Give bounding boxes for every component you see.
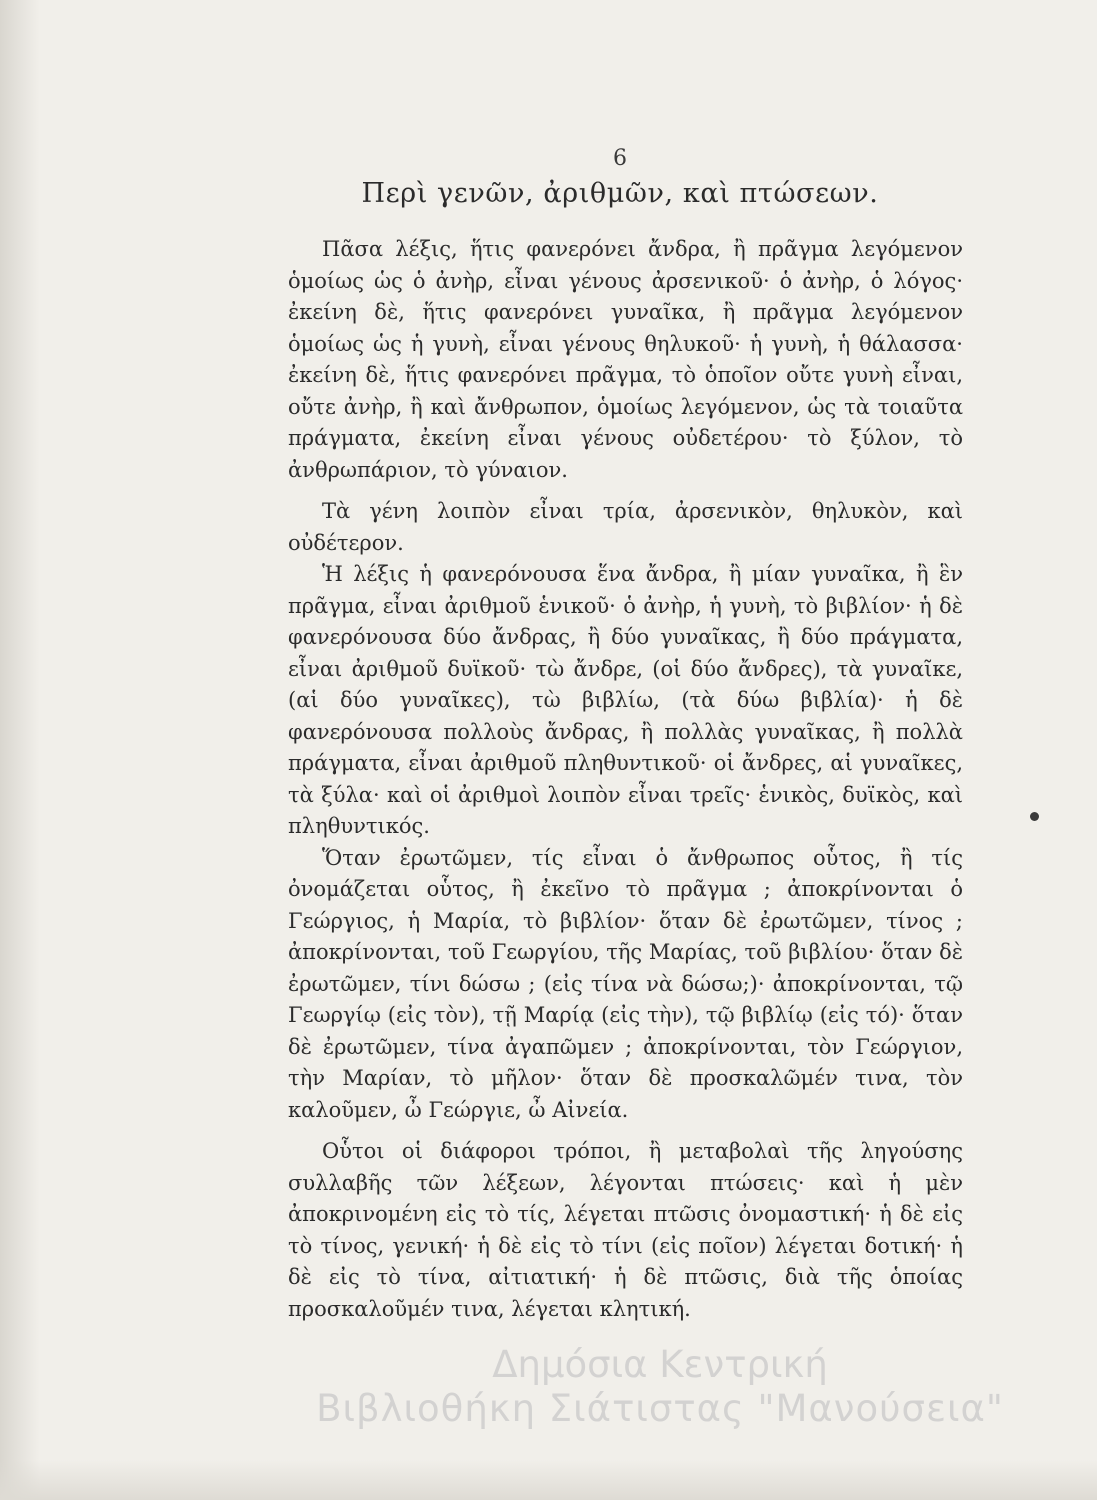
page-bottom-shade: [0, 1460, 1097, 1500]
paragraph-numbers: [288, 559, 963, 843]
ink-dot-mark: [1030, 812, 1039, 821]
paragraph-cases-text: Οὗτοι οἱ διάφοροι τρόποι, ἢ μεταβολαὶ τῆς ληγούσης συλλαβῆς τῶν λέξεων, λέγονται πτώσεις· καὶ ἡ μὲν ἀποκρινομένη εἰς τὸ τίς, λέγεται πτῶσις ὀνομαστική· ἡ δὲ εἰς τὸ τίνος, γενική· ἡ δὲ εἰς τὸ τίνι (εἰς ποῖον) λέγεται δοτική· ἡ δὲ εἰς τὸ τίνα, αἰτιατική· ἡ δὲ πτῶσις, διὰ τῆς ὁποίας προσκαλοῦμέν τινα, λέγεται κλητική.: [288, 1139, 963, 1321]
paragraph-genders-text: Πᾶσα λέξις, ἥτις φανερόνει ἄνδρα, ἢ πρᾶγμα λεγόμενον ὁμοίως ὡς ὁ ἀνὴρ, εἶναι γένους ἀρσενικοῦ· ὁ ἀνὴρ, ὁ λόγος· ἐκείνη δὲ, ἥτις φανερόνει γυναῖκα, ἢ πρᾶγμα λεγόμενον ὁμοίως ὡς ἡ γυνὴ, εἶναι γένους θηλυκοῦ· ἡ γυνὴ, ἡ θάλασσα· ἐκείνη δὲ, ἥτις φανερόνει πρᾶγμα, τὸ ὁποῖον οὔτε γυνὴ εἶναι, οὔτε ἀνὴρ, ἢ καὶ ἄνθρωπον, ὁμοίως λεγόμενον, ὡς τὰ τοιαῦτα πράγματα, ἐκείνη εἶναι γένους οὐδετέρου· τὸ ξύλον, τὸ ἀνθρωπάριον, τὸ γύναιον.: [288, 237, 963, 482]
library-watermark-line2: Βιβλιοθήκη Σιάτιστας "Μανούσεια": [316, 1387, 1004, 1430]
paragraph-questions: [288, 843, 963, 1127]
page-edge-shadow: [0, 0, 40, 1500]
paragraph-numbers-text: Ἡ λέξις ἡ φανερόνουσα ἕνα ἄνδρα, ἢ μίαν γυναῖκα, ἢ ἓν πρᾶγμα, εἶναι ἀριθμοῦ ἑνικοῦ· ὁ ἀνὴρ, ἡ γυνὴ, τὸ βιβλίον· ἡ δὲ φανερόνουσα δύο ἄνδρας, ἢ δύο γυναῖκας, ἢ δύο πράγματα, εἶναι ἀριθμοῦ δυϊκοῦ· τὼ ἄνδρε, (οἱ δύο ἄνδρες), τὰ γυναῖκε, (αἱ δύο γυναῖκες), τὼ βιβλίω, (τὰ δύω βιβλία)· ἡ δὲ φανερόνουσα πολλοὺς ἄνδρας, ἢ πολλὰς γυναῖκας, ἢ πολλὰ πράγματα, εἶναι ἀριθμοῦ πληθυντικοῦ· οἱ ἄνδρες, αἱ γυναῖκες, τὰ ξύλα· καὶ οἱ ἀριθμοὶ λοιπὸν εἶναι τρεῖς· ἑνικὸς, δυϊκὸς, καὶ πληθυντικός.: [288, 562, 963, 838]
body-text: [288, 234, 963, 1325]
paragraph-genders: [288, 234, 963, 486]
library-watermark-line1: Δημόσια Κεντρική: [492, 1343, 828, 1386]
paragraph-cases: [288, 1136, 963, 1325]
paragraph-questions-text: Ὅταν ἐρωτῶμεν, τίς εἶναι ὁ ἄνθρωπος οὗτος, ἢ τίς ὀνομάζεται οὗτος, ἢ ἐκεῖνο τὸ πρᾶγμα ; ἀποκρίνονται ὁ Γεώργιος, ἡ Μαρία, τὸ βιβλίον· ὅταν δὲ ἐρωτῶμεν, τίνος ; ἀποκρίνονται, τοῦ Γεωργίου, τῆς Μαρίας, τοῦ βιβλίου· ὅταν δὲ ἐρωτῶμεν, τίνι δώσω ; (εἰς τίνα νὰ δώσω;)· ἀποκρίνονται, τῷ Γεωργίῳ (εἰς τὸν), τῇ Μαρίᾳ (εἰς τὴν), τῷ βιβλίῳ (εἰς τό)· ὅταν δὲ ἐρωτῶμεν, τίνα ἀγαπῶμεν ; ἀποκρίνονται, τὸν Γεώργιον, τὴν Μαρίαν, τὸ μῆλον· ὅταν δὲ προσκαλῶμέν τινα, τὸν καλοῦμεν, ὦ Γεώργιε, ὦ Αἰνεία.: [288, 845, 963, 1122]
paragraph-genders-summary-text: Τὰ γένη λοιπὸν εἶναι τρία, ἀρσενικὸν, θηλυκὸν, καὶ οὐδέτερον.: [288, 499, 963, 555]
section-heading: Περὶ γενῶν, ἀριθμῶν, καὶ πτώσεων.: [361, 178, 879, 209]
page-number: 6: [613, 146, 627, 171]
paragraph-genders-summary: [288, 496, 963, 559]
